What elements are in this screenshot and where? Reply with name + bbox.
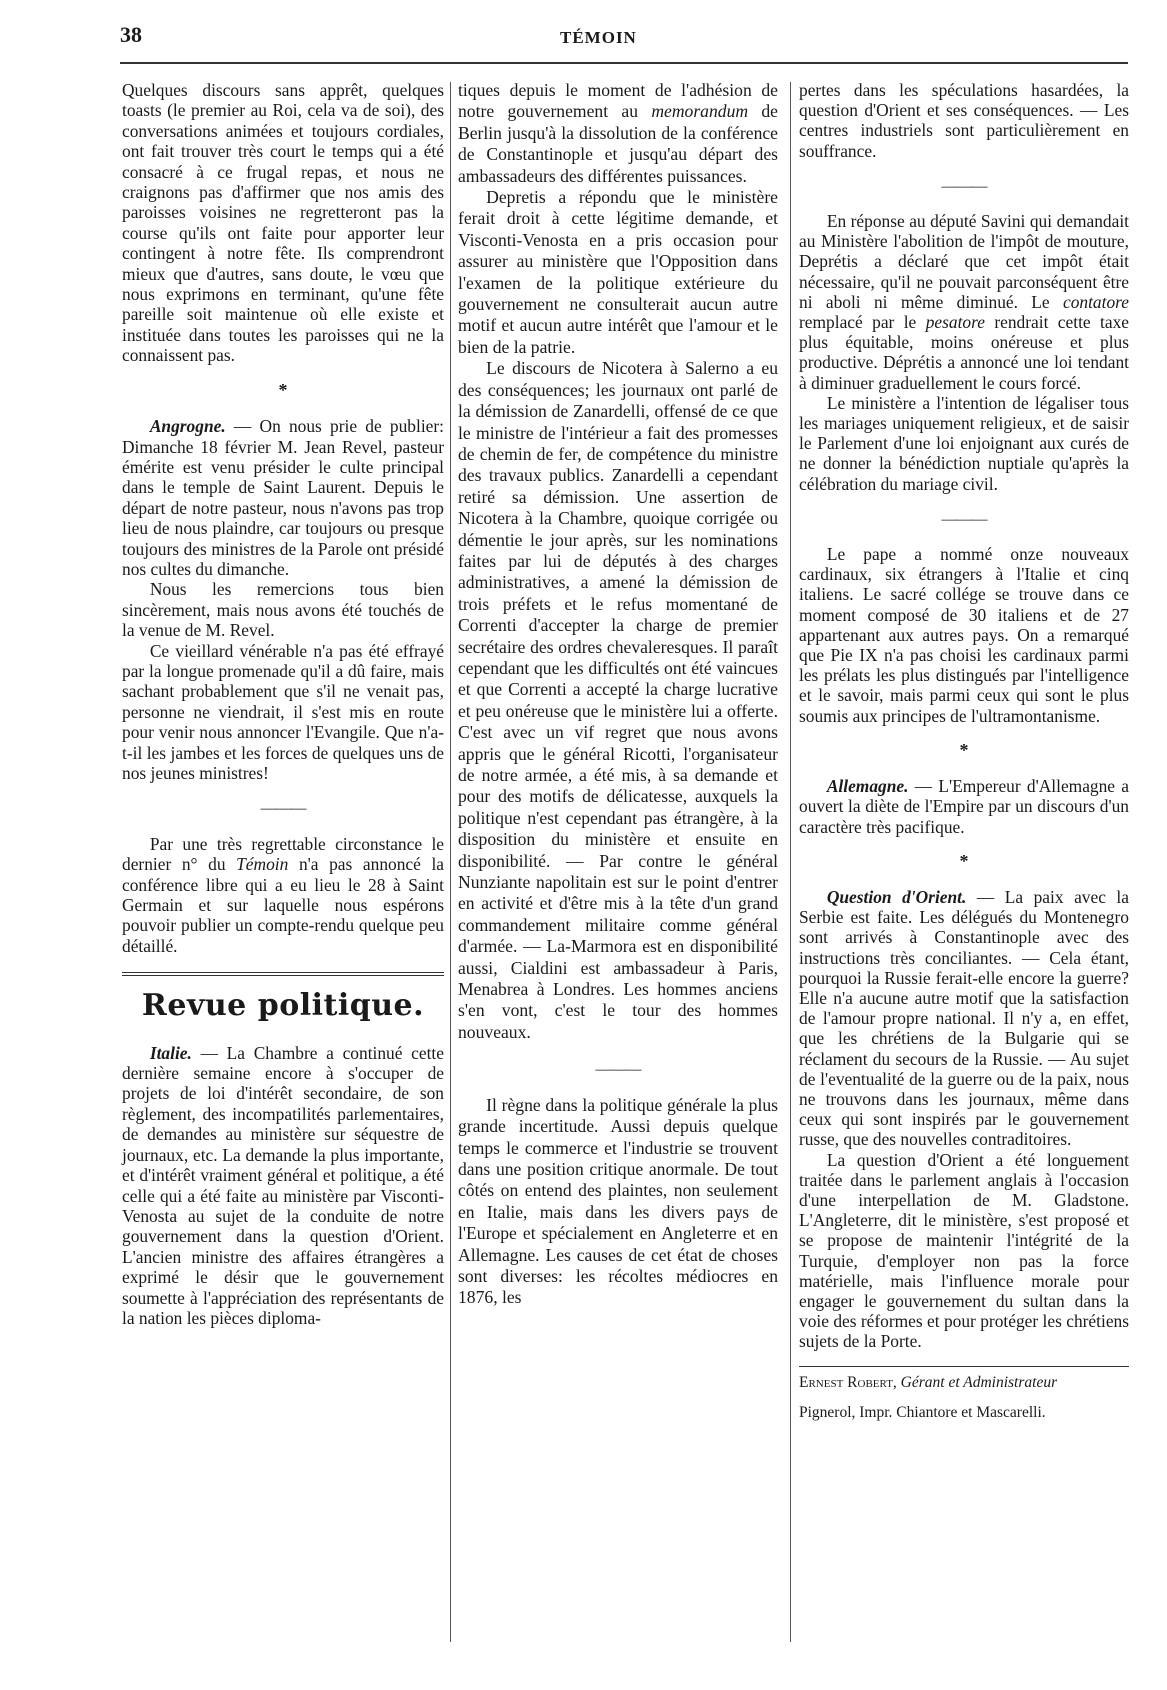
section-heading-revue-politique: Revue politique. (141, 988, 425, 1024)
header-rule (120, 62, 1128, 64)
printer-imprint: Pignerol, Impr. Chiantore et Mascarelli. (799, 1403, 1046, 1421)
term-memorandum: memorandum (651, 101, 749, 122)
column-divider (450, 82, 451, 1642)
paragraph (799, 211, 1129, 393)
paragraph (458, 80, 778, 187)
section-separator-star: * (278, 379, 288, 400)
term-contatore: contatore (1062, 291, 1129, 312)
section-separator-dash: ——— (941, 177, 987, 195)
paragraph-allemagne (799, 776, 1129, 837)
paragraph: Le ministère a l'intention de légaliser tous les mariages uniquement religieux, et de saisir le Parlement d'une loi enjoignant aux curés de ne donner la bénédiction nuptiale qu'après la célébration du mariage civil. (799, 392, 1129, 494)
paragraph-italie (122, 1043, 444, 1329)
footer-rule (799, 1366, 1129, 1367)
page-number: 38 (120, 22, 142, 47)
rubric-italie: Italie. (149, 1042, 192, 1063)
section-separator-star: * (959, 850, 969, 871)
rubric-question-orient: Question d'Orient. (826, 886, 967, 907)
paragraph-text: rendrait cette taxe plus équitable, moins onéreuse et plus productive. Déprétis a annoncé une loi tendant à diminuer graduellement le cours forcé. (799, 312, 1129, 393)
column-divider (790, 82, 791, 1642)
paragraph-text: — On nous prie de publier: Dimanche 18 février M. Jean Revel, pasteur émérite est venu présider le culte principal dans le temple de Saint Laurent. Depuis le départ de notre pasteur, nous n'avons pas trop lieu de nous plaindre, car toujours ou presque toujours des ministres de la Parole ont présidé nos cultes du dimanche. (122, 416, 444, 579)
paragraph-text: Par une très regrettable circonstance le dernier n° du (122, 833, 444, 875)
column-3 (799, 80, 1129, 1423)
rubric-allemagne: Allemagne. (826, 776, 909, 797)
paragraph-text: de Berlin jusqu'à la dissolution de la conférence de Constantinople et jusqu'au départ des ambassadeurs des différentes puissances. (458, 101, 778, 186)
column-2 (458, 80, 778, 1309)
paragraph-text: — La paix avec la Serbie est faite. Les délégués du Montenegro sont arrivés à Constantinople avec des instructions très conciliantes. — Cela étant, pourquoi la Russie ferait-elle encore la guerre? Elle n'a aucune autre motif que la satisfaction de l'amour propre national. Il n'y a, en effet, que les chrétiens de la Bulgarie qui se réclament du secours de la Russie. — Au sujet de l'eventualité de la guerre ou de la paix, nous ne trouvons dans les journaux, même dans ceux qui sont inspirés par le gouvernement russe, que des nouvelles contraditoires. (799, 886, 1129, 1150)
journal-title: TÉMOIN (560, 28, 637, 47)
paragraph-angrogne (122, 416, 444, 579)
manager-role: Gérant et Administrateur (896, 1373, 1058, 1391)
term-pesatore: pesatore (925, 312, 985, 333)
column-1 (122, 80, 444, 1328)
paragraph: Nous les remercions tous bien sincèrement, mais nous avons été touchés de la venue de M. Revel. (122, 579, 444, 641)
paragraph-text: En réponse au député Savini qui demandait au Ministère l'abolition de l'impôt de mouture, Deprétis a déclaré que cet impôt était nécessaire, qu'il ne pouvait parconséquent être ni aboli ni même diminué. Le (799, 211, 1129, 312)
paragraph-text: tiques depuis le moment de l'adhésion de notre gouvernement au (458, 80, 778, 122)
manager-signature (799, 1373, 1129, 1393)
paragraph: Quelques discours sans apprêt, quelques toasts (le premier au Roi, cela va de soi), des conversations animées et toujours cordiales, ont fait trouver très court le temps qui a été consacré à ce frugal repas, et nous ne craignons pas d'affirmer que nos amis des paroisses voisines ne regretteront pas la course qu'ils ont faite pour apporter leur contingent à notre fête. Ils comprendront mieux que d'autres, sans doute, le vœu que nous exprimons en terminant, qu'une fête pareille soit maintenue où elle existe et instituée dans toutes les paroisses qui ne la connaissent pas. (122, 80, 444, 366)
paragraph-text: remplacé par le (799, 312, 926, 333)
manager-name: Ernest Robert, (799, 1373, 897, 1391)
paragraph-text: — L'Empereur d'Allemagne a ouvert la diète de l'Empire par un discours d'un caractère très pacifique. (799, 776, 1129, 837)
paragraph: La question d'Orient a été longuement traitée dans le parlement anglais à l'occasion d'une interpellation de M. Gladstone. L'Angleterre, dit le ministère, s'est proposé et se propose de maintenir l'intégrité de la Turquie, d'employer non pas la force matérielle, mais l'influence morale pour engager le gouvernement du sultan dans la voie des réformes et pour protéger les chrétiens sujets de la Porte. (799, 1149, 1129, 1352)
section-separator-star: * (959, 739, 969, 760)
paragraph: Le discours de Nicotera à Salerno a eu des conséquences; les journaux ont parlé de la démission de Zanardelli, offensé de ce que le ministre de l'intérieur a fait des promesses de chemin de fer, de compétence du ministre des travaux publics. Zanardelli a cependant retiré sa démission. Une assertion de Nicotera à la Chambre, quoique corrigée ou démentie le jour après, sur les nominations faites par lui de députés à des charges administratives, a amené la démission de trois préfets et le refus momentané de Correnti d'accepter la charge de premier secrétaire des ordres chevaleresques. Il paraît cependant que les difficultés ont été vaincues et que Correnti a accepté la charge lucrative et peu onéreuse que le ministère lui a offerte. C'est avec un vif regret que nous avons appris que le général Ricotti, l'organisateur de notre armée, a été mis, à sa demande et pour des motifs de délicatesse, auxquels la politique n'est cependant pas étrangère, à la disposition du ministère et ensuite en disponibilité. — Par contre le général Nunziante napolitain est sur le point d'entrer en activité et d'être mis à la tête d'un grand commandement militaire comme général d'armée. — La-Marmora est en disponibilité aussi, Cialdini est ambassadeur à Paris, Menabrea à Londres. Les hommes anciens s'en vont, c'est le tour des hommes nouveaux. (458, 358, 778, 1042)
paragraph: Ce vieillard vénérable n'a pas été effrayé par la longue promenade qu'il a dû faire, mais sachant probablement que s'il ne venait pas, personne ne viendrait, il s'est mis en route pour venir nous annoncer l'Evangile. Que n'a-t-il les jambes et les forces de quelques uns de nos jeunes ministres! (122, 640, 444, 783)
double-rule (122, 972, 444, 976)
paragraph-text: n'a pas annoncé la conférence libre qui a eu lieu le 28 à Saint Germain et sur laquelle nous espérons pouvoir publier un compte-rendu quelque peu détaillé. (122, 854, 445, 956)
paragraph: pertes dans les spéculations hasardées, la question d'Orient et ses conséquences. — Les centres industriels sont particulièrement en souffrance. (799, 80, 1129, 161)
section-separator-dash: ——— (595, 1061, 641, 1079)
section-separator-dash: ——— (941, 510, 987, 528)
paragraph (122, 834, 444, 956)
paragraph: Il règne dans la politique générale la plus grande incertitude. Aussi depuis quelque temps le commerce et l'industrie se trouvent dans une position critique anormale. De tout côtés on entend des plaintes, non seulement en Italie, mais dans les divers pays de l'Europe et spécialement en Angleterre et en Allemagne. Les causes de cet état de choses sont diverses: les récoltes médiocres en 1876, les (458, 1094, 778, 1308)
paragraph-text: — La Chambre a continué cette dernière semaine encore à s'occuper de projets de loi d'intérêt secondaire, de son règlement, des incompatilités parlementaires, de demandes au ministère sur séquestre de journaux, etc. La demande la plus importante, et d'intérêt vraiment général et politique, a été celle qui a été faite au ministère par Visconti-Venosta au sujet de la conduite de notre gouvernement dans la question d'Orient. L'ancien ministre des affaires étrangères a exprimé le désir que le gouvernement soumette à l'appréciation des représentants de la nation les pièces diploma- (122, 1042, 444, 1328)
paragraph-question-orient (799, 887, 1129, 1150)
rubric-angrogne: Angrogne. (149, 416, 226, 437)
journal-name: Témoin (236, 854, 289, 875)
paragraph: Le pape a nommé onze nouveaux cardinaux, six étrangers à l'Italie et cinq italiens. Le sacré collége se trouve dans ce moment composé de 30 italiens et de 27 appartenant aux autres pays. On a remarqué que Pie IX n'a pas choisi les cardinaux parmi les prélats les plus distingués par l'intelligence et le savoir, mais parmi ceux qui sont le plus soumis aux principes de l'ultramontanisme. (799, 544, 1129, 726)
page-header (0, 0, 1167, 70)
paragraph: Depretis a répondu que le ministère ferait droit à cette légitime demande, et Visconti-Venosta en a pris occasion pour assurer au ministère que l'Opposition dans l'examen de la politique extérieure du gouvernement ne consulterait aucun autre motif et aucun autre intérêt que l'amour et le bien de la patrie. (458, 187, 778, 357)
section-separator-dash: ——— (260, 800, 306, 818)
